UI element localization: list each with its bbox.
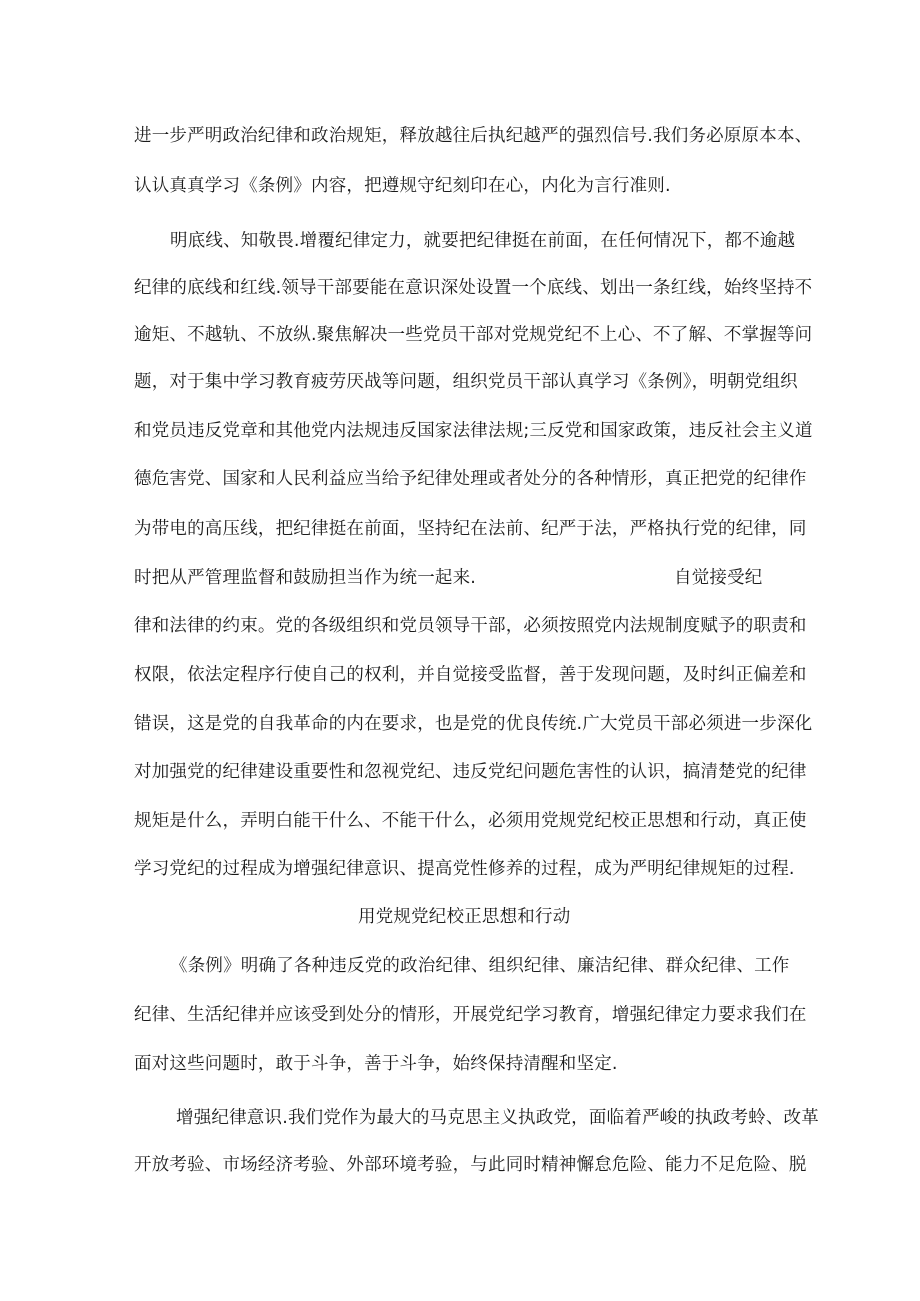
text-line: 题，对于集中学习教育疲劳厌战等问题，组织党员干部认真学习《条例》，明朝党组织 bbox=[134, 372, 798, 392]
text-line: 纪律、生活纪律并应该受到处分的情形，开展党纪学习教育，增强纪律定力要求我们在 bbox=[134, 1005, 807, 1025]
text-line: 逾矩、不越轨、不放纵.聚焦解决一些党员干部对党规党纪不上心、不了解、不掌握等问 bbox=[134, 325, 813, 345]
section-heading: 用党规党纪校正思想和行动 bbox=[358, 907, 571, 927]
text-line: 权限，依法定程序行使自己的权利，并自觉接受监督，善于发现问题，及时纠正偏差和 bbox=[134, 665, 807, 685]
text-line: 规矩是什么，弄明白能干什么、不能干什么，必须用党规党纪校正思想和行动，真正使 bbox=[134, 811, 807, 831]
text-line: 为带电的高压线，把纪律挺在前面，坚持纪在法前、纪严于法，严格执行党的纪律，同 bbox=[134, 519, 807, 539]
text-line: 德危害党、国家和人民利益应当给予纪律处理或者处分的各种情形，真正把党的纪律作 bbox=[134, 469, 807, 489]
text-line: 面对这些问题时，敢于斗争，善于斗争，始终保持清醒和坚定. bbox=[134, 1054, 618, 1074]
text-line: 《条例》明确了各种违反党的政治纪律、组织纪律、廉洁纪律、群众纪律、工作 bbox=[170, 956, 790, 976]
text-line: 律和法律的约束。党的各级组织和党员领导干部，必须按照党内法规制度赋予的职责和 bbox=[134, 616, 807, 636]
text-line: 明底线、知敬畏.增覆纪律定力，就要把纪律挺在前面，在任何情况下，都不逾越 bbox=[170, 231, 796, 251]
text-line: 自觉接受纪 bbox=[674, 568, 763, 588]
text-line: 和党员违反党章和其他党内法规违反国家法律法规;三反党和国家政策，违反社会主义道 bbox=[134, 421, 813, 441]
text-line: 纪律的底线和红线.领导干部要能在意识深处设置一个底线、划出一条红线，始终坚持不 bbox=[134, 278, 813, 298]
text-line: 错误，这是党的自我革命的内在要求，也是党的优良传统.广大党员干部必须进一步深化 bbox=[134, 714, 813, 734]
text-line: 对加强党的纪律建设重要性和忽视党纪、违反党纪问题危害性的认识，搞清楚党的纪律 bbox=[134, 762, 807, 782]
text-line: 时把从严管理监督和鼓励担当作为统一起来. bbox=[134, 568, 477, 588]
text-line: 学习党纪的过程成为增强纪律意识、提高党性修养的过程，成为严明纪律规矩的过程. bbox=[134, 859, 795, 879]
text-line: 进一步严明政治纪律和政治规矩，释放越往后执纪越严的强烈信号.我们务必原原本本、 bbox=[134, 126, 813, 146]
text-line: 认认真真学习《条例》内容，把遵规守纪刻印在心，内化为言行准则. bbox=[134, 176, 671, 196]
text-line: 开放考验、市场经济考验、外部环境考验，与此同时精神懈怠危险、能力不足危险、脱 bbox=[134, 1155, 807, 1175]
text-line: 增强纪律意识.我们党作为最大的马克思主义执政党，面临着严峻的执政考蛉、改革 bbox=[176, 1108, 819, 1128]
